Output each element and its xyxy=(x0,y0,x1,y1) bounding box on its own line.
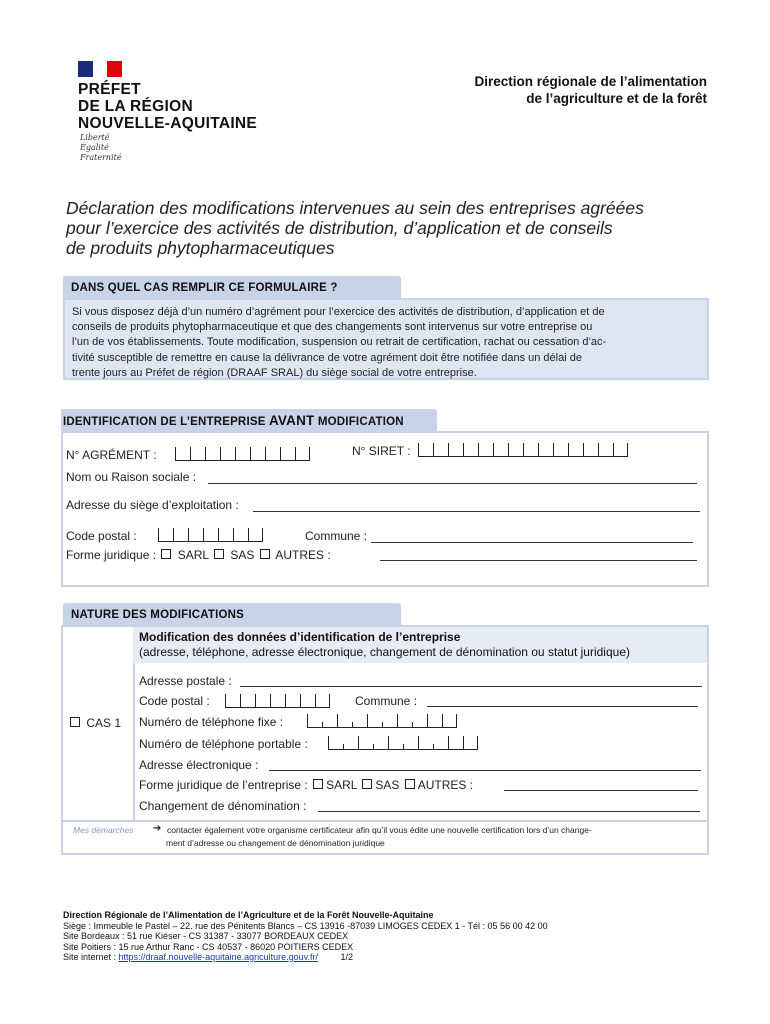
adresse-postale-input[interactable] xyxy=(240,686,702,687)
cas-sas-label: SAS xyxy=(375,778,400,792)
mes-demarches-label: Mes démarches xyxy=(73,825,134,835)
title-line: de produits phytopharmaceutiques xyxy=(66,238,335,258)
info-line: tivité susceptible de remettre en cause la délivrance de votre agrément doit être notifiée dans un délai de xyxy=(72,351,582,364)
tel-portable-input[interactable] xyxy=(328,736,478,750)
cas-sarl-label: SARL xyxy=(326,778,357,792)
footer xyxy=(63,910,548,963)
marianne-flag-logo xyxy=(78,61,122,77)
denomination-input[interactable] xyxy=(318,811,700,812)
email-label: Adresse électronique : xyxy=(139,758,259,772)
section-nature-heading: NATURE DES MODIFICATIONS xyxy=(63,603,401,625)
devise-line: Fraternité xyxy=(80,153,122,162)
footer-line: Site Poitiers : 15 rue Arthur Ranc - CS 40537 - 86020 POITIERS CEDEX xyxy=(63,941,354,952)
row-divider xyxy=(63,820,707,822)
note-line: ment d’adresse ou changement de dénomination juridique xyxy=(166,838,385,848)
info-line: conseils de produits phytopharmaceutique et que des changements sont intervenus sur votre entreprise ou xyxy=(72,321,593,334)
denomination-label: Changement de dénomination : xyxy=(139,799,307,813)
devise xyxy=(80,133,122,163)
sarl-checkbox[interactable] xyxy=(161,549,171,559)
heading-text: IDENTIFICATION DE L’ENTREPRISE xyxy=(63,416,269,428)
cas1-subtitle: (adresse, téléphone, adresse électronique, changement de dénomination ou statut juridique) xyxy=(139,645,630,659)
sarl-option-label: SARL xyxy=(177,548,209,562)
page-number: 1/2 xyxy=(340,952,354,962)
cas-autres-input[interactable] xyxy=(504,790,698,791)
tel-portable-label: Numéro de téléphone portable : xyxy=(139,737,308,751)
section-when-heading: DANS QUEL CAS REMPLIR CE FORMULAIRE ? xyxy=(63,276,401,298)
direction-line: Direction régionale de l’alimentation xyxy=(474,74,707,89)
sas-option-label: SAS xyxy=(230,548,255,562)
cas-autres-label: AUTRES : xyxy=(417,778,474,792)
adresse-siege-input[interactable] xyxy=(253,511,700,512)
prefet-logo-text xyxy=(78,81,257,132)
direction-header xyxy=(474,73,707,107)
adresse-postale-label: Adresse postale : xyxy=(139,674,232,688)
adresse-siege-label: Adresse du siège d’exploitation : xyxy=(66,498,239,512)
prefet-line: PRÉFET xyxy=(78,81,141,98)
footer-line: Site Bordeaux : 51 rue Kiéser - CS 31387 - 33077 BORDEAUX CEDEX xyxy=(63,931,349,941)
cas-code-postal-label: Code postal : xyxy=(139,694,210,708)
tel-fixe-input[interactable] xyxy=(307,714,457,728)
agrement-label: N° AGRÉMENT : xyxy=(66,448,157,462)
title-line: pour l’exercice des activités de distribution, d’application et de conseils xyxy=(66,218,613,238)
prefet-line: NOUVELLE-AQUITAINE xyxy=(78,115,258,132)
site-link[interactable]: https://draaf.nouvelle-aquitaine.agriculture.gouv.fr/ xyxy=(118,952,318,962)
commune-label: Commune : xyxy=(305,529,368,543)
info-line: Si vous disposez déjà d’un numéro d’agrément pour l’exercice des activités de distribution, d’application et de xyxy=(72,306,605,318)
section-identification-heading xyxy=(61,409,437,431)
nom-input[interactable] xyxy=(208,483,697,484)
document-title xyxy=(66,198,644,258)
cas1-header xyxy=(133,627,707,663)
autres-input[interactable] xyxy=(380,560,697,561)
nom-label: Nom ou Raison sociale : xyxy=(66,470,197,484)
devise-line: Égalité xyxy=(80,143,109,152)
autres-checkbox[interactable] xyxy=(260,549,270,559)
agrement-input[interactable] xyxy=(175,447,310,461)
footer-line: Siège : Immeuble le Pastel – 22. rue des Pénitents Blancs – CS 13916 -87039 LIMOGES CEDEX 1 - Tél : 05 56 00 42 00 xyxy=(63,920,548,931)
cas-code-postal-input[interactable] xyxy=(225,694,330,708)
heading-text: MODIFICATION xyxy=(314,416,404,428)
title-line: Déclaration des modifications intervenues au sein des entreprises agréées xyxy=(66,198,644,218)
footer-title: Direction Régionale de l’Alimentation de l’Agriculture et de la Forêt Nouvelle-Aquitaine xyxy=(63,910,434,920)
footer-site-row xyxy=(63,952,548,963)
cas-forme-row xyxy=(139,778,473,792)
forme-juridique-row xyxy=(66,548,331,562)
autres-option-label: AUTRES : xyxy=(275,548,331,562)
email-input[interactable] xyxy=(269,770,701,771)
info-line: trente jours au Préfet de région (DRAAF SRAL) du siège social de votre entreprise. xyxy=(72,366,477,379)
site-label: Site internet : xyxy=(63,952,119,962)
heading-emphasis: AVANT xyxy=(268,413,315,428)
cas-commune-input[interactable] xyxy=(427,706,698,707)
cas-commune-label: Commune : xyxy=(355,694,418,708)
cas1-title: Modification des données d’identification de l’entreprise xyxy=(139,630,461,644)
cas1-option xyxy=(68,716,121,730)
prefet-line: DE LA RÉGION xyxy=(78,98,193,115)
siret-input[interactable] xyxy=(418,443,628,457)
siret-label: N° SIRET : xyxy=(352,444,411,458)
code-postal-input[interactable] xyxy=(158,528,263,542)
tel-fixe-label: Numéro de téléphone fixe : xyxy=(139,715,284,729)
forme-juridique-label: Forme juridique : xyxy=(66,548,157,562)
direction-line: de l’agriculture et de la forêt xyxy=(526,91,707,106)
sas-checkbox[interactable] xyxy=(214,549,224,559)
cas1-label: CAS 1 xyxy=(86,716,122,730)
info-line: l’un de vos établissements. Toute modification, suspension ou retrait de certification, rachat ou cessation d’ac- xyxy=(72,336,607,349)
section-when-text xyxy=(63,298,709,380)
cas-sarl-checkbox[interactable] xyxy=(313,779,323,789)
cas-sas-checkbox[interactable] xyxy=(362,779,372,789)
cas1-checkbox[interactable] xyxy=(70,717,80,727)
commune-input[interactable] xyxy=(371,542,693,543)
cas-forme-label: Forme juridique de l’entreprise : xyxy=(139,778,308,792)
cas-autres-checkbox[interactable] xyxy=(405,779,415,789)
devise-line: Liberté xyxy=(80,133,110,142)
arrow-icon: ➔ xyxy=(153,823,162,834)
code-postal-label: Code postal : xyxy=(66,529,137,543)
note-line: contacter également votre organisme certificateur afin qu’il vous édite une nouvelle certification lors d’un change- xyxy=(167,825,592,835)
